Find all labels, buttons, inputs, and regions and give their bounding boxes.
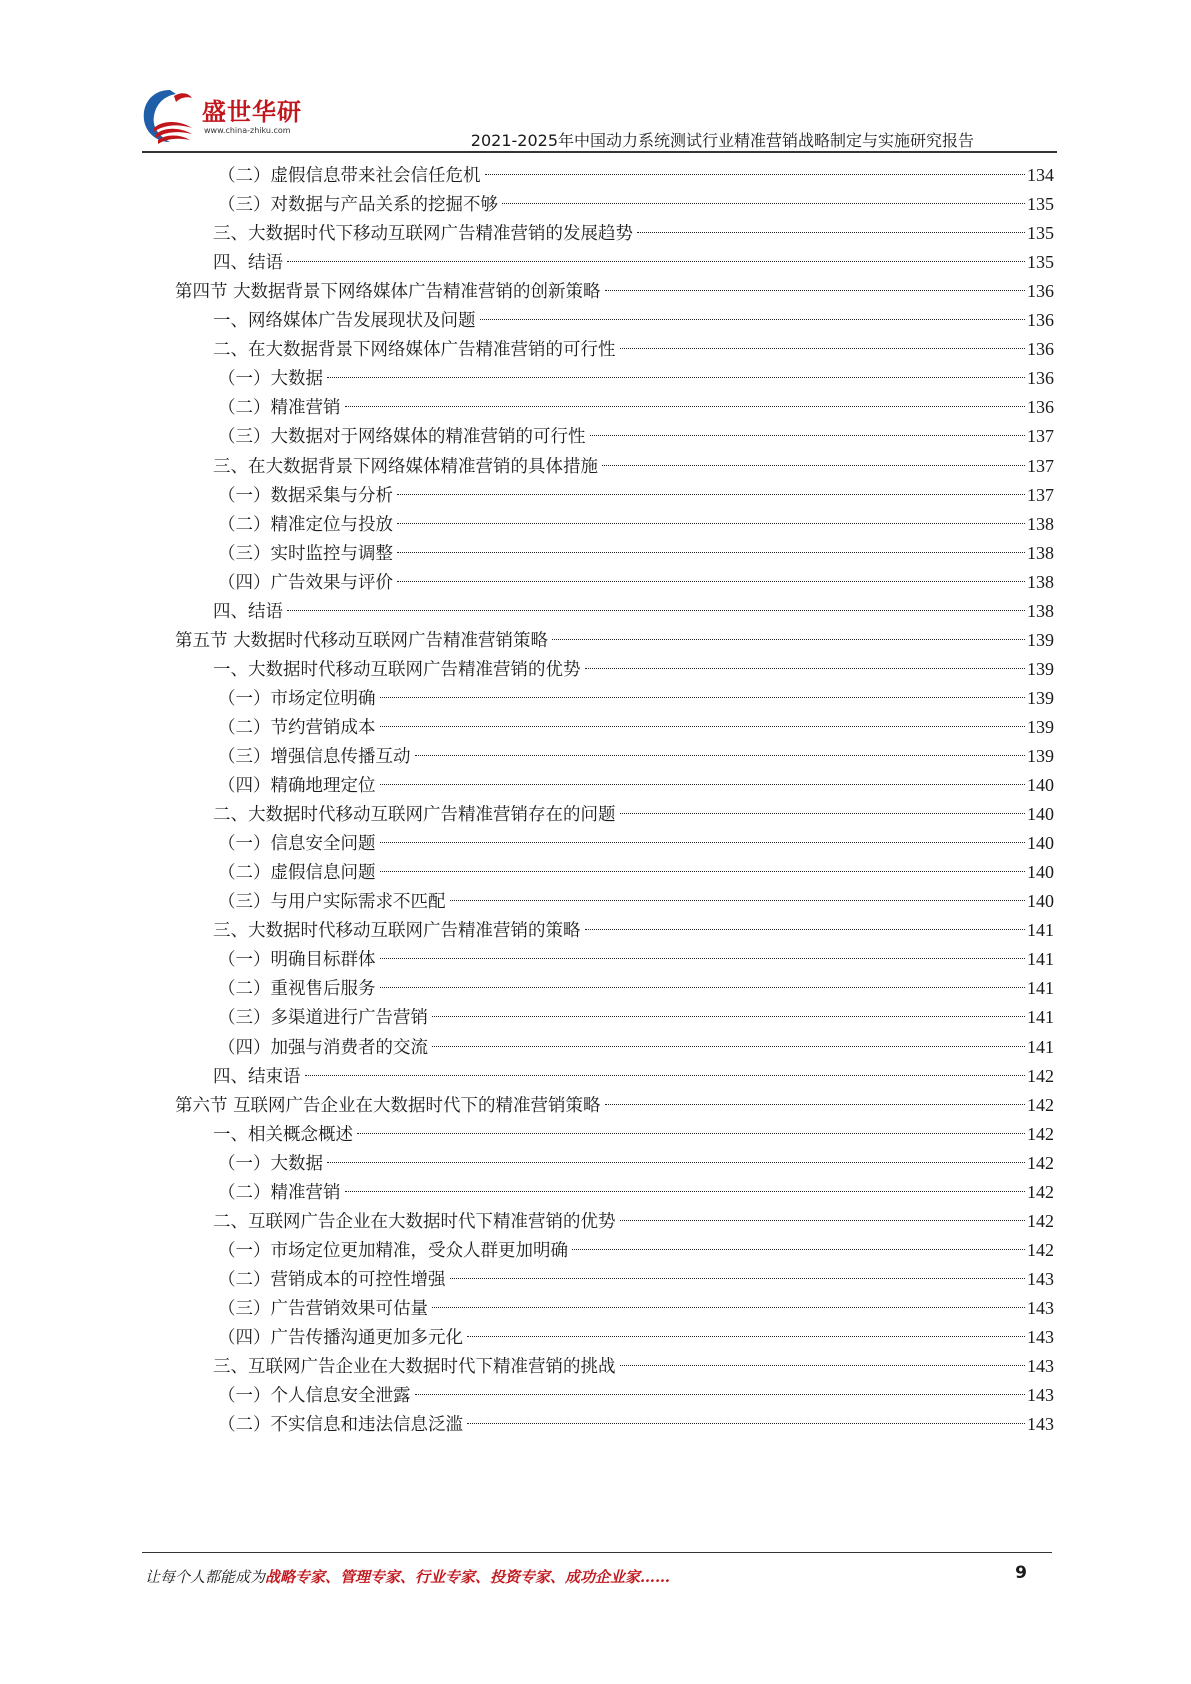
toc-leader-dots [380, 784, 1026, 785]
toc-leader-dots [345, 1191, 1026, 1192]
toc-entry[interactable] [218, 828, 1054, 859]
toc-entry-page: 139 [1027, 658, 1054, 679]
toc-leader-dots [605, 1104, 1025, 1105]
toc-entry[interactable] [218, 160, 1054, 191]
toc-entry-page: 139 [1027, 716, 1054, 737]
toc-entry-page: 137 [1027, 455, 1054, 476]
toc-entry[interactable] [213, 1206, 1054, 1237]
toc-entry-page: 143 [1027, 1268, 1054, 1289]
toc-entry-title: （四）精确地理定位 [218, 776, 376, 797]
toc-entry-page: 139 [1027, 746, 1054, 766]
toc-entry[interactable] [218, 421, 1054, 452]
logo-emblem-icon [140, 84, 202, 148]
brand-logo [140, 84, 300, 148]
toc-entry-title: 三、大数据时代下移动互联网广告精准营销的发展趋势 [213, 224, 633, 245]
toc-leader-dots [637, 232, 1025, 233]
toc-entry-title: （二）节约营销成本 [218, 717, 376, 738]
toc-leader-dots [602, 465, 1025, 466]
toc-entry[interactable] [213, 451, 1054, 482]
toc-leader-dots [620, 813, 1026, 814]
toc-entry-page: 139 [1027, 629, 1054, 650]
toc-entry[interactable] [213, 596, 1054, 627]
toc-leader-dots [357, 1133, 1025, 1134]
toc-entry[interactable] [218, 509, 1054, 540]
toc-entry-page: 137 [1027, 426, 1054, 447]
toc-entry-page: 143 [1027, 1327, 1054, 1347]
toc-entry-page: 141 [1027, 978, 1054, 999]
toc-entry-title: 一、相关概念概述 [213, 1124, 353, 1145]
toc-entry-title: （三）与用户实际需求不匹配 [218, 892, 446, 913]
toc-entry[interactable] [175, 1090, 1054, 1121]
toc-entry[interactable] [218, 567, 1054, 598]
toc-entry[interactable] [213, 218, 1054, 249]
toc-entry-page: 138 [1027, 542, 1054, 563]
toc-entry-page: 141 [1027, 1007, 1054, 1028]
toc-entry[interactable] [218, 857, 1054, 888]
toc-leader-dots [467, 1423, 1025, 1424]
toc-leader-dots [620, 1365, 1026, 1366]
toc-leader-dots [450, 900, 1026, 901]
toc-leader-dots [397, 523, 1025, 524]
toc-leader-dots [605, 290, 1025, 291]
toc-entry-title: （三）广告营销效果可估量 [218, 1298, 428, 1319]
toc-entry-page: 143 [1027, 1356, 1054, 1377]
toc-leader-dots [380, 987, 1026, 988]
toc-entry-page: 143 [1027, 1414, 1054, 1435]
toc-leader-dots [380, 842, 1026, 843]
toc-leader-dots [552, 639, 1025, 640]
toc-entry-title: （一）大数据 [218, 369, 323, 390]
toc-entry-title: （一）信息安全问题 [218, 834, 376, 855]
footer-slogan [145, 1566, 670, 1587]
toc-entry-page: 142 [1027, 1210, 1054, 1231]
toc-entry[interactable] [218, 944, 1054, 975]
toc-entry[interactable] [218, 1177, 1054, 1208]
toc-entry-page: 142 [1027, 1123, 1054, 1144]
toc-entry-title: （一）个人信息安全泄露 [218, 1386, 411, 1407]
toc-entry[interactable] [218, 1032, 1054, 1063]
toc-entry-page: 140 [1027, 891, 1054, 912]
toc-entry[interactable] [213, 305, 1054, 336]
report-title: 2021-2025年中国动力系统测试行业精准营销战略制定与实施研究报告 [470, 131, 974, 150]
toc-entry[interactable] [213, 654, 1054, 685]
toc-entry[interactable] [218, 480, 1054, 511]
toc-entry-page: 140 [1027, 833, 1054, 854]
toc-leader-dots [485, 174, 1026, 175]
toc-entry-title: （四）广告传播沟通更加多元化 [218, 1328, 463, 1348]
toc-entry-title: （三）增强信息传播互动 [218, 747, 411, 767]
toc-entry[interactable] [218, 886, 1054, 917]
toc-entry[interactable] [218, 1002, 1054, 1033]
toc-entry-title: （二）精准营销 [218, 398, 341, 419]
toc-entry-title: （二）精准定位与投放 [218, 514, 393, 535]
footer-slogan-prefix: 让每个人都能成为 [145, 1568, 266, 1586]
toc-entry-page: 136 [1027, 310, 1054, 331]
toc-leader-dots [327, 377, 1025, 378]
toc-entry[interactable] [175, 276, 1054, 307]
page-number: 9 [1015, 1563, 1027, 1583]
toc-entry-page: 138 [1027, 571, 1054, 592]
toc-entry-title: （二）精准营销 [218, 1182, 341, 1203]
toc-entry-title: 三、互联网广告企业在大数据时代下精准营销的挑战 [213, 1357, 616, 1378]
toc-entry-page: 140 [1027, 775, 1054, 796]
toc-entry-title: （二）不实信息和违法信息泛滥 [218, 1415, 463, 1436]
toc-entry[interactable] [218, 1148, 1054, 1179]
header-divider [142, 151, 1057, 153]
toc-entry-title: （二）营销成本的可控性增强 [218, 1269, 446, 1290]
toc-leader-dots [590, 435, 1026, 436]
toc-entry[interactable] [218, 1235, 1054, 1266]
toc-entry-page: 143 [1027, 1385, 1054, 1406]
toc-leader-dots [450, 1278, 1026, 1279]
toc-entry-page: 141 [1027, 949, 1054, 970]
footer-slogan-highlight: 战略专家、管理专家、行业专家、投资专家、成功企业家…… [265, 1568, 671, 1586]
toc-entry-page: 136 [1027, 281, 1054, 302]
toc-leader-dots [397, 581, 1025, 582]
toc-entry-page: 142 [1027, 1065, 1054, 1086]
toc-entry[interactable] [218, 741, 1054, 772]
toc-leader-dots [380, 871, 1026, 872]
toc-entry[interactable] [218, 770, 1054, 801]
toc-leader-dots [432, 1307, 1025, 1308]
toc-leader-dots [415, 755, 1026, 756]
toc-entry-title: 二、在大数据背景下网络媒体广告精准营销的可行性 [213, 340, 616, 361]
toc-entry-page: 140 [1027, 862, 1054, 883]
toc-entry-title: （一）数据采集与分析 [218, 485, 393, 506]
toc-entry-page: 141 [1027, 920, 1054, 941]
toc-entry-page: 135 [1027, 194, 1054, 215]
toc-entry[interactable] [213, 1061, 1054, 1092]
toc-entry[interactable] [218, 189, 1054, 220]
toc-entry-title: （三）实时监控与调整 [218, 543, 393, 564]
toc-entry-title: （二）虚假信息问题 [218, 863, 376, 884]
toc-entry-page: 136 [1027, 397, 1054, 418]
toc-leader-dots [380, 726, 1026, 727]
toc-entry-title: （二）虚假信息带来社会信任危机 [218, 166, 481, 186]
toc-entry-page: 142 [1027, 1181, 1054, 1202]
toc-entry-page: 140 [1027, 804, 1054, 825]
toc-leader-dots [345, 406, 1026, 407]
toc-entry-title: 一、大数据时代移动互联网广告精准营销的优势 [213, 659, 581, 680]
toc-entry-title: 第四节 大数据背景下网络媒体广告精准营销的创新策略 [175, 282, 601, 303]
toc-leader-dots [380, 958, 1026, 959]
toc-entry[interactable] [218, 712, 1054, 743]
toc-entry-page: 135 [1027, 223, 1054, 244]
toc-entry[interactable] [213, 915, 1054, 946]
toc-entry-page: 143 [1027, 1297, 1054, 1318]
toc-entry-title: （四）加强与消费者的交流 [218, 1037, 428, 1058]
toc-entry-page: 138 [1027, 513, 1054, 534]
toc-entry-page: 136 [1027, 368, 1054, 389]
toc-leader-dots [572, 1249, 1025, 1250]
toc-entry-title: 三、大数据时代移动互联网广告精准营销的策略 [213, 921, 581, 942]
toc-entry[interactable] [218, 1293, 1054, 1324]
toc-entry-title: 一、网络媒体广告发展现状及问题 [213, 311, 476, 332]
toc-leader-dots [585, 668, 1026, 669]
toc-leader-dots [467, 1336, 1025, 1337]
toc-entry[interactable] [175, 625, 1054, 656]
toc-entry-title: 四、结语 [213, 601, 283, 622]
toc-entry-title: （二）重视售后服务 [218, 979, 376, 1000]
toc-entry[interactable] [213, 1351, 1054, 1382]
toc-leader-dots [585, 929, 1026, 930]
toc-entry-title: （一）市场定位明确 [218, 688, 376, 709]
toc-entry[interactable] [218, 538, 1054, 569]
toc-entry-title: （三）对数据与产品关系的挖掘不够 [218, 195, 498, 216]
toc-entry-title: 三、在大数据背景下网络媒体精准营销的具体措施 [213, 456, 598, 477]
toc-entry-title: （四）广告效果与评价 [218, 572, 393, 593]
logo-url: www.china-zhiku.com [204, 126, 291, 135]
toc-entry-page: 136 [1027, 339, 1054, 360]
toc-entry-title: 第六节 互联网广告企业在大数据时代下的精准营销策略 [175, 1095, 601, 1116]
toc-entry-title: 二、大数据时代移动互联网广告精准营销存在的问题 [213, 805, 616, 826]
toc-entry-title: 四、结束语 [213, 1066, 301, 1087]
toc-entry-page: 142 [1027, 1094, 1054, 1115]
toc-entry[interactable] [218, 1380, 1054, 1411]
toc-leader-dots [305, 1075, 1026, 1076]
toc-entry-page: 139 [1027, 687, 1054, 708]
toc-entry-page: 141 [1027, 1036, 1054, 1057]
toc-leader-dots [620, 348, 1026, 349]
toc-leader-dots [415, 1394, 1026, 1395]
toc-entry[interactable] [218, 1322, 1054, 1353]
toc-entry-title: （三）大数据对于网络媒体的精准营销的可行性 [218, 427, 586, 448]
toc-entry-page: 137 [1027, 484, 1054, 505]
toc-entry[interactable] [213, 1119, 1054, 1150]
toc-entry-page: 134 [1027, 165, 1054, 185]
toc-entry-title: （一）明确目标群体 [218, 950, 376, 971]
toc-entry[interactable] [218, 1409, 1054, 1440]
toc-entry[interactable] [218, 1264, 1054, 1295]
toc-entry[interactable] [213, 247, 1054, 278]
toc-entry[interactable] [213, 334, 1054, 365]
logo-name: 盛世华研 [202, 98, 302, 126]
toc-entry[interactable] [218, 392, 1054, 423]
toc-leader-dots [327, 1162, 1025, 1163]
toc-entry[interactable] [218, 363, 1054, 394]
toc-entry-title: 四、结语 [213, 253, 283, 274]
toc-entry-title: （一）市场定位更加精准，受众人群更加明确 [218, 1240, 568, 1261]
toc-entry-page: 142 [1027, 1239, 1054, 1260]
toc-leader-dots [620, 1220, 1026, 1221]
toc-entry-title: （三）多渠道进行广告营销 [218, 1008, 428, 1029]
toc-entry-title: 二、互联网广告企业在大数据时代下精准营销的优势 [213, 1211, 616, 1232]
toc-leader-dots [502, 203, 1025, 204]
toc-entry[interactable] [218, 973, 1054, 1004]
toc-leader-dots [432, 1046, 1025, 1047]
toc-leader-dots [397, 494, 1025, 495]
toc-entry-title: （一）大数据 [218, 1153, 323, 1174]
toc-entry-title: 第五节 大数据时代移动互联网广告精准营销策略 [175, 630, 549, 651]
toc-leader-dots [380, 697, 1026, 698]
toc-leader-dots [287, 610, 1025, 611]
toc-leader-dots [287, 261, 1025, 262]
toc-entry-page: 135 [1027, 252, 1054, 273]
footer-divider [142, 1552, 1052, 1553]
toc-leader-dots [432, 1016, 1025, 1017]
toc-entry[interactable] [218, 683, 1054, 714]
toc-leader-dots [397, 552, 1025, 553]
toc-entry-page: 138 [1027, 600, 1054, 621]
toc-entry[interactable] [213, 799, 1054, 830]
toc-entry-page: 142 [1027, 1152, 1054, 1173]
toc-leader-dots [480, 319, 1026, 320]
